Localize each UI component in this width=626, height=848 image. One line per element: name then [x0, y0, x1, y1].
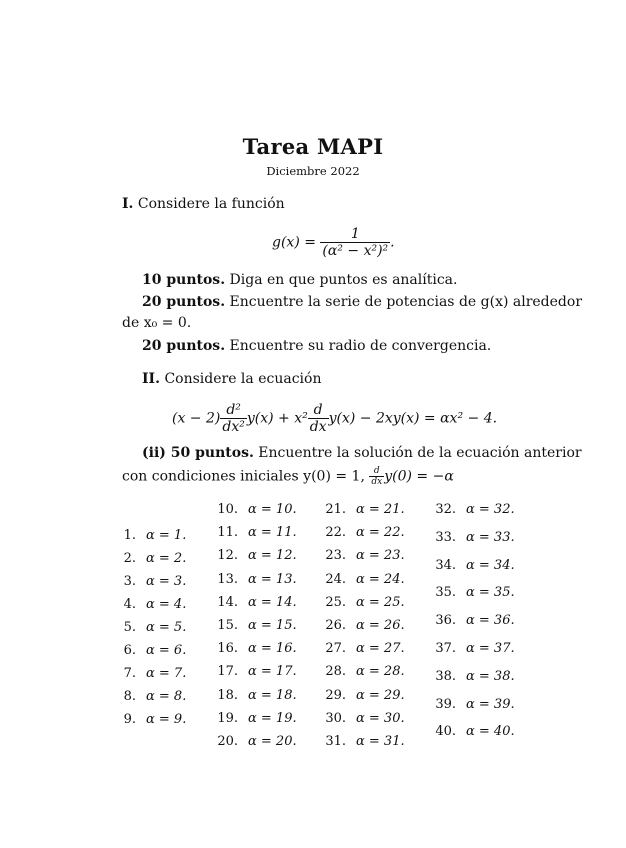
alpha-list-item [432, 641, 515, 656]
equation-part-a: (x − 2) [172, 410, 221, 427]
alpha-list-item [322, 548, 405, 563]
alpha-item-number: 28. [325, 664, 346, 680]
question-1-points: 10 puntos. [142, 272, 226, 288]
alpha-list-item [112, 597, 186, 612]
alpha-list-item [432, 558, 515, 573]
alpha-item-value: α = 25. [356, 594, 405, 610]
alpha-item-number: 30. [325, 710, 346, 726]
first-derivative-den: dx [309, 419, 327, 435]
initial-derivative-fraction [369, 466, 384, 487]
alpha-item-value: α = 39. [466, 696, 515, 712]
alpha-list-item [214, 525, 297, 540]
alpha-item-value: α = 11. [248, 525, 297, 541]
alpha-item-number: 17. [217, 664, 238, 680]
page-title: Tarea MAPI [242, 134, 384, 159]
equation-part-c: y(x) − 2xy(x) = αx² − 4. [328, 410, 498, 427]
alpha-item-number: 21. [325, 502, 346, 517]
alpha-item-value: α = 24. [356, 571, 405, 587]
alpha-item-value: α = 26. [356, 618, 405, 633]
function-lhs: g(x) = [272, 234, 316, 251]
part1-label: I. [122, 196, 134, 212]
alpha-item-value: α = 34. [466, 557, 515, 573]
alpha-item-value: α = 9. [146, 712, 187, 727]
question-ii [142, 445, 582, 461]
differential-equation [172, 402, 497, 435]
alpha-list-item [322, 664, 405, 679]
second-derivative-den: dx² [222, 419, 245, 435]
alpha-item-value: α = 3. [146, 574, 187, 589]
alpha-item-value: α = 12. [248, 548, 297, 564]
alpha-list-item [432, 530, 515, 545]
part1-intro: Considere la función [137, 196, 285, 212]
function-denominator: (α² − x²)² [322, 243, 389, 259]
alpha-list-item [112, 620, 186, 635]
alpha-item-number: 19. [217, 710, 238, 726]
alpha-list-item [322, 502, 405, 517]
alpha-list-item [214, 595, 297, 610]
alpha-list-item [112, 643, 186, 658]
alpha-list-item [214, 502, 297, 517]
alpha-list-item [432, 697, 515, 712]
alpha-item-value: α = 29. [356, 687, 405, 703]
part1-intro-line [122, 196, 285, 212]
alpha-item-number: 18. [217, 687, 238, 703]
alpha-item-value: α = 21. [356, 502, 405, 517]
alpha-item-number: 1. [123, 528, 136, 543]
alpha-list-item [112, 712, 186, 727]
alpha-item-value: α = 10. [248, 502, 297, 517]
alpha-item-value: α = 40. [466, 724, 515, 740]
alpha-item-number: 23. [325, 548, 346, 564]
alpha-item-number: 2. [123, 551, 136, 566]
alpha-item-number: 7. [123, 666, 136, 681]
alpha-item-value: α = 7. [146, 666, 187, 681]
alpha-list-item [214, 618, 297, 633]
question-3 [142, 338, 491, 354]
alpha-item-number: 6. [123, 643, 136, 658]
alpha-item-value: α = 5. [146, 620, 187, 635]
alpha-list-item [214, 688, 297, 703]
alpha-list-item [322, 641, 405, 656]
function-numerator: 1 [350, 226, 360, 242]
alpha-item-number: 36. [435, 613, 456, 629]
alpha-item-number: 3. [123, 574, 136, 589]
first-derivative-fraction [308, 402, 329, 435]
part2-intro-line [142, 371, 321, 387]
alpha-item-value: α = 16. [248, 641, 297, 657]
alpha-item-value: α = 27. [356, 641, 405, 657]
alpha-item-number: 9. [123, 712, 136, 727]
part2-intro: Considere la ecuación [164, 371, 322, 387]
initial-conditions-text-end: y(0) = −α [384, 468, 454, 485]
alpha-list-item [214, 641, 297, 656]
alpha-item-number: 29. [325, 687, 346, 703]
alpha-list-item [112, 574, 186, 589]
alpha-item-number: 4. [123, 597, 136, 612]
alpha-item-value: α = 6. [146, 643, 187, 658]
alpha-list-item [214, 548, 297, 563]
alpha-item-number: 27. [325, 641, 346, 657]
alpha-item-value: α = 15. [248, 618, 297, 633]
alpha-item-value: α = 36. [466, 613, 515, 629]
page-date: Diciembre 2022 [266, 164, 360, 178]
alpha-item-number: 40. [435, 724, 456, 740]
initial-derivative-den: dx [371, 477, 383, 487]
function-end: . [390, 234, 395, 251]
alpha-list-item [214, 734, 297, 749]
question-1 [142, 272, 457, 288]
question-3-text: Encuentre su radio de convergencia. [229, 338, 492, 354]
alpha-item-number: 5. [123, 620, 136, 635]
question-2-text: Encuentre la serie de potencias de g(x) alrededor [229, 294, 583, 310]
alpha-item-value: α = 23. [356, 548, 405, 564]
alpha-item-number: 24. [325, 571, 346, 587]
alpha-item-value: α = 38. [466, 668, 515, 684]
alpha-item-number: 12. [217, 548, 238, 564]
alpha-item-value: α = 17. [248, 664, 297, 680]
alpha-item-number: 10. [217, 502, 238, 517]
question-3-points: 20 puntos. [142, 338, 226, 354]
alpha-list-item [432, 669, 515, 684]
alpha-item-value: α = 28. [356, 664, 405, 680]
question-2-text-continued: de x₀ = 0. [122, 315, 192, 331]
alpha-item-value: α = 1. [146, 528, 187, 543]
alpha-list-item [322, 734, 405, 749]
alpha-item-value: α = 37. [466, 641, 515, 656]
alpha-item-number: 16. [217, 641, 238, 657]
initial-conditions [122, 466, 454, 487]
alpha-item-value: α = 30. [356, 710, 405, 726]
alpha-item-number: 39. [435, 696, 456, 712]
alpha-item-number: 14. [217, 594, 238, 610]
alpha-item-number: 13. [217, 571, 238, 587]
question-2 [142, 294, 582, 310]
alpha-item-value: α = 33. [466, 529, 515, 545]
alpha-list-item [112, 666, 186, 681]
alpha-list-item [432, 502, 515, 517]
alpha-list-item [214, 711, 297, 726]
alpha-item-number: 37. [435, 641, 456, 656]
alpha-item-number: 22. [325, 525, 346, 541]
alpha-item-value: α = 13. [248, 571, 297, 587]
question-1-text: Diga en que puntos es analítica. [229, 272, 458, 288]
alpha-list-item [322, 572, 405, 587]
alpha-list-item [214, 572, 297, 587]
alpha-item-value: α = 35. [466, 585, 515, 601]
part2-label: II. [142, 371, 160, 387]
alpha-item-number: 38. [435, 668, 456, 684]
alpha-item-number: 34. [435, 557, 456, 573]
alpha-item-value: α = 31. [356, 734, 405, 749]
question-2-points: 20 puntos. [142, 294, 226, 310]
alpha-item-number: 33. [435, 529, 456, 545]
alpha-item-number: 20. [217, 734, 238, 749]
alpha-list-item [112, 689, 186, 704]
second-derivative-num: d² [226, 402, 241, 418]
alpha-item-value: α = 14. [248, 594, 297, 610]
alpha-item-value: α = 8. [146, 689, 187, 704]
alpha-list-item [322, 525, 405, 540]
alpha-item-number: 8. [123, 689, 136, 704]
alpha-list-item [112, 528, 186, 543]
alpha-list-item [322, 618, 405, 633]
first-derivative-num: d [313, 402, 323, 418]
alpha-list-item [322, 711, 405, 726]
equation-part-b: y(x) + x² [246, 410, 308, 427]
alpha-item-value: α = 18. [248, 687, 297, 703]
alpha-list-item [322, 688, 405, 703]
question-ii-text: Encuentre la solución de la ecuación anterior [258, 445, 582, 461]
alpha-list-item [112, 551, 186, 566]
question-ii-points: (ii) 50 puntos. [142, 445, 254, 461]
second-derivative-fraction [220, 402, 246, 435]
alpha-item-number: 15. [217, 618, 238, 633]
alpha-item-value: α = 2. [146, 551, 187, 566]
initial-conditions-text: con condiciones iniciales y(0) = 1, [122, 468, 365, 485]
alpha-item-number: 31. [325, 734, 346, 749]
alpha-item-value: α = 4. [146, 597, 187, 612]
function-fraction [320, 226, 390, 259]
alpha-list-item [432, 585, 515, 600]
alpha-item-value: α = 22. [356, 525, 405, 541]
alpha-item-value: α = 20. [248, 734, 297, 749]
alpha-list-item [214, 664, 297, 679]
alpha-list-item [432, 613, 515, 628]
function-definition [272, 226, 395, 259]
alpha-item-value: α = 19. [248, 710, 297, 726]
alpha-item-value: α = 32. [466, 502, 515, 517]
initial-derivative-num: d [373, 466, 380, 476]
alpha-item-number: 32. [435, 502, 456, 517]
alpha-item-number: 26. [325, 618, 346, 633]
alpha-item-number: 25. [325, 594, 346, 610]
alpha-list-item [322, 595, 405, 610]
alpha-item-number: 35. [435, 585, 456, 601]
alpha-list-item [432, 724, 515, 739]
alpha-item-number: 11. [217, 525, 238, 541]
